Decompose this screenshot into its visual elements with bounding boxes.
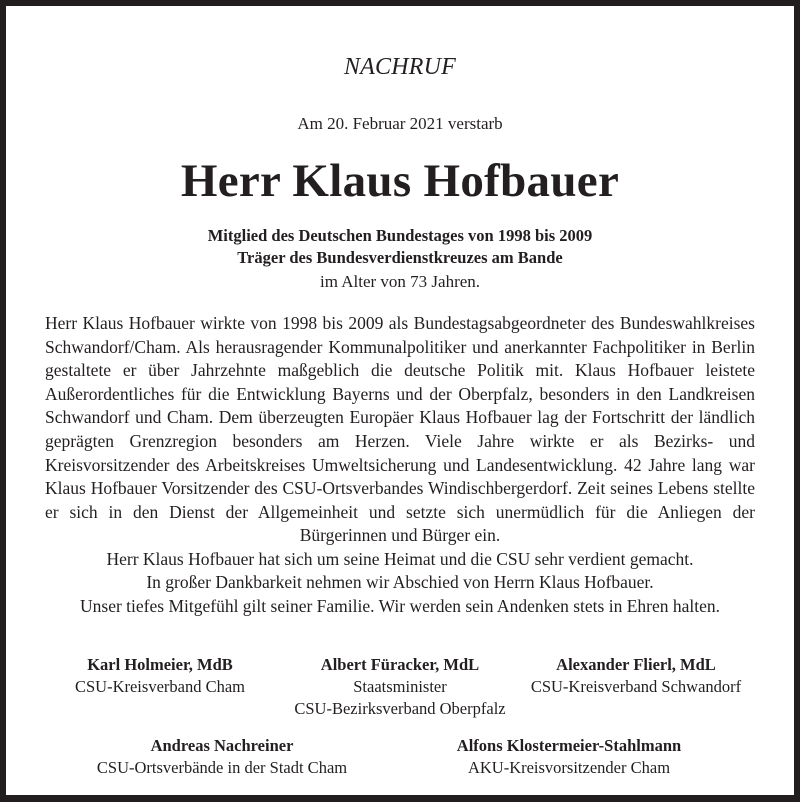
signatory-role: CSU-Kreisverband Cham xyxy=(74,677,245,696)
death-date-line: Am 20. Februar 2021 verstarb xyxy=(297,114,503,133)
tribute-paragraph xyxy=(45,312,755,548)
signatory-name: Albert Füracker, MdL xyxy=(320,655,480,674)
honor-line: Träger des Bundesverdienstkreuzes am Bande xyxy=(237,248,563,267)
farewell-line: Unser tiefes Mitgefühl gilt seiner Familie. Wir werden sein Andenken stets in Ehren halten. xyxy=(80,595,720,616)
honors-block xyxy=(6,225,794,269)
signatory-role: CSU-Ortsverbände in der Stadt Cham xyxy=(96,758,348,777)
deceased-name: Herr Klaus Hofbauer xyxy=(180,155,620,207)
signatory-role: CSU-Kreisverband Schwandorf xyxy=(530,677,742,696)
signatory-name: Alfons Klostermeier-Stahlmann xyxy=(456,736,682,755)
obituary-notice xyxy=(6,6,794,795)
notice-kicker: NACHRUF xyxy=(343,54,457,80)
tribute-closing-line: Herr Klaus Hofbauer hat sich um seine Heimat und die CSU sehr verdient gemacht. xyxy=(106,548,694,569)
signatory-name: Karl Holmeier, MdB xyxy=(87,655,233,674)
tribute-paragraph-text: Herr Klaus Hofbauer wirkte von 1998 bis 2009 als Bundestagsabgeordneter des Bundeswahlkreises Schwandorf/Cham. Als herausragender Kommunalpolitiker und anerkannter Fachpolitiker in Berlin gestaltete er über Jahrzehnte maßgeblich die deutsche Politik mit. Klaus Hofbauer leistete Außerordentliches für die Entwicklung Bayerns und der Oberpfalz, besonders in den Landkreisen Schwandorf und Cham. Dem überzeugten Europäer Klaus Hofbauer lag der Fortschritt der ländlich geprägten Grenzregion besonders am Herzen. Viele Jahre wirkte er als Bezirks- und Kreisvorsitzender des Arbeitskreises Umweltsicherung und Landesentwicklung. 42 Jahre lang war Klaus Hofbauer Vorsitzender des CSU-Ortsverbandes Windischbergerdorf. Zeit seines Lebens stellte er sich in den Dienst der Allgemeinheit und setzte sich unermüdlich für die Anliegen der Bürgerinnen und Bürger ein. xyxy=(45,313,755,546)
signatory-role: Staatsminister xyxy=(353,677,447,696)
tribute-text xyxy=(45,312,755,572)
farewell-line: In großer Dankbarkeit nehmen wir Abschied von Herrn Klaus Hofbauer. xyxy=(146,572,654,592)
signatory xyxy=(72,735,372,779)
age-line: im Alter von 73 Jahren. xyxy=(319,272,481,291)
signatory xyxy=(419,735,719,779)
signatory-name: Andreas Nachreiner xyxy=(150,736,294,755)
farewell-block xyxy=(6,571,794,618)
signatory-role: CSU-Bezirksverband Oberpfalz xyxy=(294,699,506,718)
signatory-role: AKU-Kreisvorsitzender Cham xyxy=(467,758,671,777)
signatory-name: Alexander Flierl, MdL xyxy=(556,655,716,674)
signatory xyxy=(501,654,771,698)
honor-line: Mitglied des Deutschen Bundestages von 1998 bis 2009 xyxy=(207,226,593,245)
